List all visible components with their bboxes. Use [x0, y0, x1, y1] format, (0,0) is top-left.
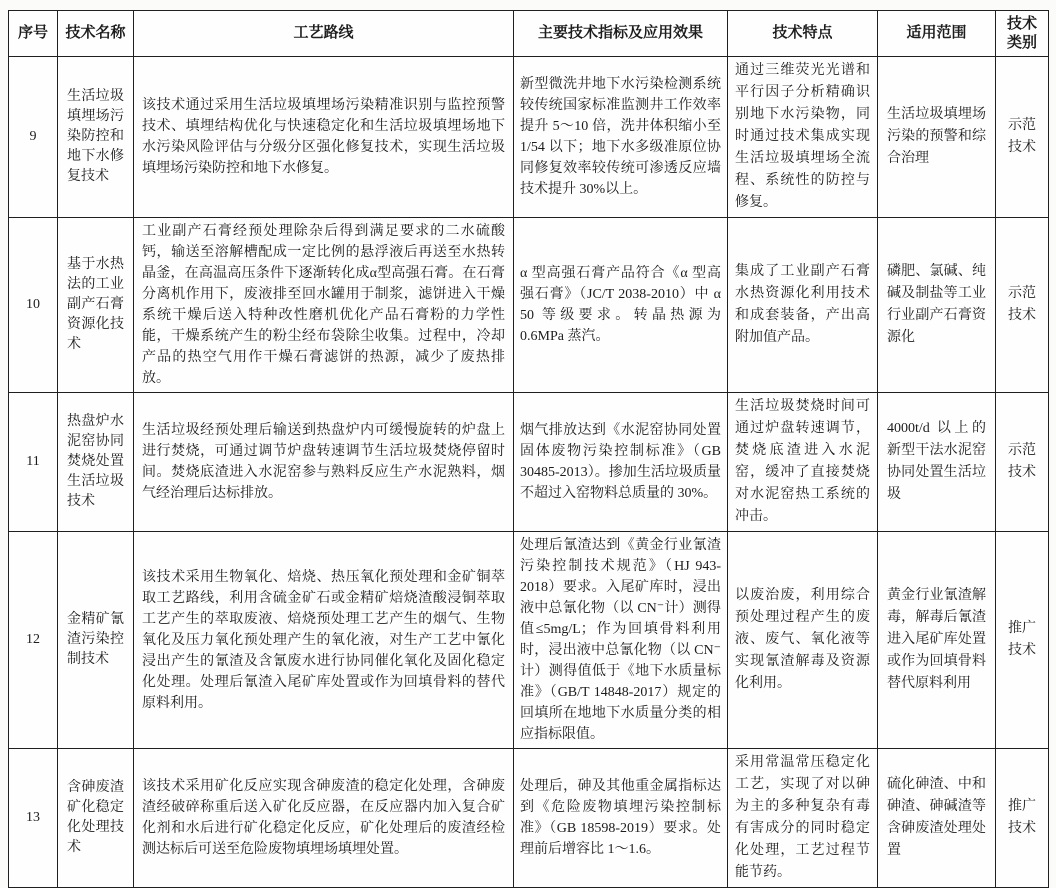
cell-category: 推广技术 — [996, 532, 1049, 749]
cell-category: 示范技术 — [996, 393, 1049, 532]
cell-category: 示范技术 — [996, 218, 1049, 393]
cell-seq-no: 10 — [9, 218, 58, 393]
cell-tech-name: 金精矿氰渣污染控制技术 — [58, 532, 134, 749]
header-tech-category: 技术类别 — [996, 11, 1049, 57]
header-tech-name: 技术名称 — [58, 11, 134, 57]
cell-scope: 黄金行业氰渣解毒，解毒后氰渣进入尾矿库处置或作为回填骨料替代原料利用 — [878, 532, 996, 749]
cell-indicators: 烟气排放达到《水泥窑协同处置固体废物污染控制标准》（GB 30485-2013）。掺加生活垃圾质量不超过入窑物料总质量的 30%。 — [514, 393, 728, 532]
cell-scope: 硫化砷渣、中和砷渣、砷碱渣等含砷废渣处理处置 — [878, 749, 996, 888]
cell-scope: 4000t/d 以上的新型干法水泥窑协同处置生活垃圾 — [878, 393, 996, 532]
cell-process-route: 生活垃圾经预处理后输送到热盘炉内可缓慢旋转的炉盘上进行焚烧，可通过调节炉盘转速调节生活垃圾焚烧停留时间。焚烧底渣进入水泥窑参与熟料反应生产水泥熟料，烟气经治理后达标排放。 — [134, 393, 514, 532]
table-header-row — [9, 11, 1049, 57]
table-row — [9, 57, 1049, 218]
cell-tech-name: 生活垃圾填埋场污染防控和地下水修复技术 — [58, 57, 134, 218]
cell-tech-name: 基于水热法的工业副产石膏资源化技术 — [58, 218, 134, 393]
header-seq-no: 序号 — [9, 11, 58, 57]
header-tech-features: 技术特点 — [728, 11, 878, 57]
cell-seq-no: 13 — [9, 749, 58, 888]
cell-process-route: 该技术采用生物氧化、焙烧、热压氧化预处理和金矿铜萃取工艺路线，利用含硫金矿石或金精矿焙烧渣酸浸铜萃取工艺产生的萃取废液、焙烧预处理工艺产生的烟气、生物氧化及压力氧化预处理产生的氧化液，对生产工艺中氰化浸出产生的氰渣及含氰废水进行协同催化氧化及固化稳定化处理。处理后氰渣入尾矿库处置或作为回填骨料的替代原料利用。 — [134, 532, 514, 749]
cell-features: 以废治废，利用综合预处理过程产生的废液、废气、氧化液等实现氰渣解毒及资源化利用。 — [728, 532, 878, 749]
cell-scope: 磷肥、氯碱、纯碱及制盐等工业行业副产石膏资源化 — [878, 218, 996, 393]
cell-tech-name: 热盘炉水泥窑协同焚烧处置生活垃圾技术 — [58, 393, 134, 532]
cell-tech-name: 含砷废渣矿化稳定化处理技术 — [58, 749, 134, 888]
header-indicators-effects: 主要技术指标及应用效果 — [514, 11, 728, 57]
cell-category: 推广技术 — [996, 749, 1049, 888]
header-applicable-scope: 适用范围 — [878, 11, 996, 57]
cell-indicators: 处理后，砷及其他重金属指标达到《危险废物填埋污染控制标准》（GB 18598-2019）要求。处理前后增容比 1～1.6。 — [514, 749, 728, 888]
cell-features: 生活垃圾焚烧时间可通过炉盘转速调节，焚烧底渣进入水泥窑，缓冲了直接焚烧对水泥窑热工系统的冲击。 — [728, 393, 878, 532]
cell-features: 通过三维荧光光谱和平行因子分析精确识别地下水污染物，同时通过技术集成实现生活垃圾填埋场全流程、系统性的防控与修复。 — [728, 57, 878, 218]
cell-indicators: 处理后氰渣达到《黄金行业氰渣污染控制技术规范》（HJ 943-2018）要求。入尾矿库时，浸出液中总氰化物（以 CN⁻计）测得值≤5mg/L；作为回填骨料利用时，浸出液中总氰化物（以 CN⁻计）测得值低于《地下水质量标准》（GB/T 14848-2017）规定的回填所在地地下水质量分类的相应指标限值。 — [514, 532, 728, 749]
header-process-route: 工艺路线 — [134, 11, 514, 57]
table-row — [9, 393, 1049, 532]
cell-process-route: 该技术采用矿化反应实现含砷废渣的稳定化处理，含砷废渣经破碎称重后送入矿化反应器，在反应器内加入复合矿化剂和水后进行矿化稳定化反应，矿化处理后的废渣经检测达标后可送至危险废物填埋场填埋处置。 — [134, 749, 514, 888]
table-row — [9, 218, 1049, 393]
cell-features: 采用常温常压稳定化工艺，实现了对以砷为主的多种复杂有毒有害成分的同时稳定化处理，工艺过程节能节药。 — [728, 749, 878, 888]
cell-seq-no: 12 — [9, 532, 58, 749]
cell-process-route: 工业副产石膏经预处理除杂后得到满足要求的二水硫酸钙，输送至溶解槽配成一定比例的悬浮液后再送至水热转晶釜，在高温高压条件下逐渐转化成α型高强石膏。在石膏分离机作用下，废液排至回水罐用于制浆，滤饼进入干燥系统干燥后送入特种改性磨机优化产品石膏粉的力学性能，干燥系统产生的粉尘经布袋除尘收集。过程中，冷却产品的热空气用作干燥石膏滤饼的热源，减少了废热排放。 — [134, 218, 514, 393]
cell-features: 集成了工业副产石膏水热资源化利用技术和成套装备，产出高附加值产品。 — [728, 218, 878, 393]
table-row — [9, 749, 1049, 888]
cell-process-route: 该技术通过采用生活垃圾填埋场污染精准识别与监控预警技术、填埋结构优化与快速稳定化和生活垃圾填埋场地下水污染风险评估与分级分区强化修复技术，实现生活垃圾填埋场污染防控和地下水修复。 — [134, 57, 514, 218]
cell-seq-no: 9 — [9, 57, 58, 218]
technology-catalog-table — [8, 10, 1049, 888]
cell-scope: 生活垃圾填埋场污染的预警和综合治理 — [878, 57, 996, 218]
document-page — [8, 10, 1048, 888]
cell-category: 示范技术 — [996, 57, 1049, 218]
cell-seq-no: 11 — [9, 393, 58, 532]
cell-indicators: 新型微洗井地下水污染检测系统较传统国家标准监测井工作效率提升 5～10 倍，洗井体积缩小至 1/54 以下；地下水多级准原位协同修复效率较传统可渗透反应墙技术提升 30%以上。 — [514, 57, 728, 218]
cell-indicators: α 型高强石膏产品符合《α 型高强石膏》（JC/T 2038-2010）中 α 50 等级要求。转晶热源为 0.6MPa 蒸汽。 — [514, 218, 728, 393]
table-row — [9, 532, 1049, 749]
